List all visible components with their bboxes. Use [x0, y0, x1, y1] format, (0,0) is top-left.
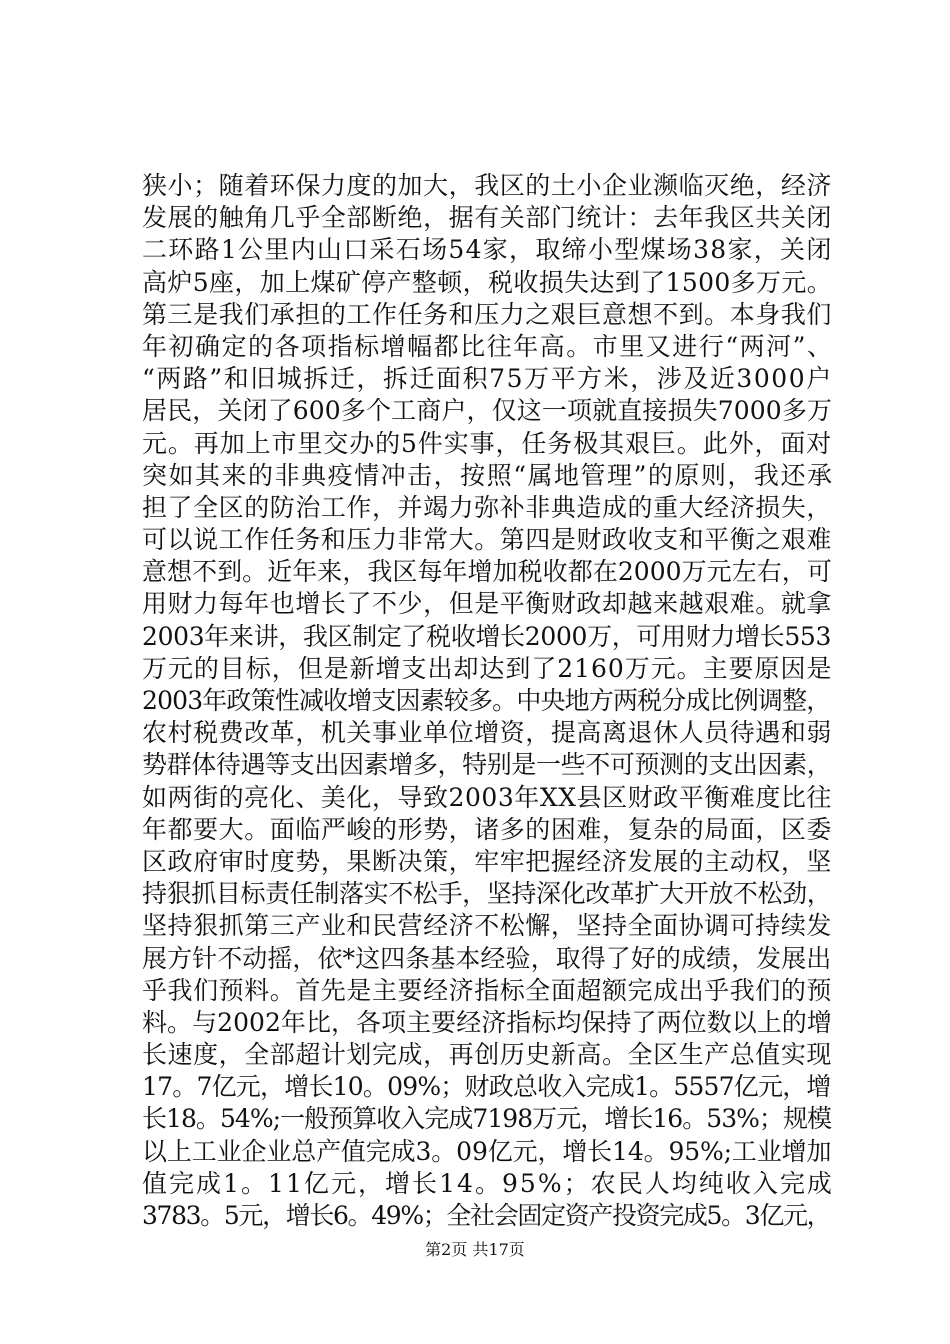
text-line: 居民，关闭了600多个工商户，仅这一项就直接损失7000多万 — [142, 396, 833, 426]
text-line: 3783。5元，增长6。49%；全社会固定资产投资完成5。3亿元， — [142, 1201, 831, 1230]
text-line: 发展的触角几乎全部断绝，据有关部门统计：去年我区共关闭 — [142, 203, 832, 233]
text-line: 元。再加上市里交办的5件实事，任务极其艰巨。此外，面对 — [142, 428, 833, 458]
text-line: 意想不到。近年来，我区每年增加税收都在2000万元左右，可 — [142, 557, 832, 587]
text-line: 17。7亿元，增长10。09%；财政总收入完成1。5557亿元，增 — [142, 1072, 831, 1102]
page-footer: 第2页 共17页 — [425, 1240, 525, 1259]
text-line: 突如其来的非典疫情冲击，按照“属地管理”的原则，我还承 — [142, 460, 834, 490]
text-line: 狭小；随着环保力度的加大，我区的土小企业濒临灭绝，经济 — [142, 171, 832, 200]
text-line: 长速度，全部超计划完成，再创历史新高。全区生产总值实现 — [142, 1040, 832, 1070]
text-line: 料。与2002年比，各项主要经济指标均保持了两位数以上的增 — [142, 1007, 832, 1037]
text-line: 农村税费改革，机关事业单位增资，提高离退休人员待遇和弱 — [142, 718, 832, 748]
text-line: 可以说工作任务和压力非常大。第四是财政收支和平衡之艰难 — [142, 525, 832, 555]
text-line: 高炉5座，加上煤矿停产整顿，税收损失达到了1500多万元。 — [142, 267, 833, 297]
text-line: 万元的目标，但是新增支出却达到了2160万元。主要原因是 — [142, 653, 833, 683]
text-line: 长18。54%;一般预算收入完成7198万元，增长16。53%；规模 — [142, 1104, 832, 1134]
text-line: 乎我们预料。首先是主要经济指标全面超额完成出乎我们的预 — [142, 975, 832, 1005]
text-line: 2003年来讲，我区制定了税收增长2000万，可用财力增长553 — [142, 621, 832, 651]
text-line: 坚持狠抓第三产业和民营经济不松懈，坚持全面协调可持续发 — [142, 911, 832, 941]
text-line: 年初确定的各项指标增幅都比往年高。市里又进行“两河”、 — [142, 331, 834, 361]
text-line: 势群体待遇等支出因素增多，特别是一些不可预测的支出因素， — [142, 750, 832, 780]
text-line: “两路”和旧城拆迁，拆迁面积75万平方米，涉及近3000户 — [142, 364, 833, 394]
text-line: 以上工业企业总产值完成3。09亿元，增长14。95%;工业增加 — [142, 1136, 832, 1166]
text-line: 2003年政策性减收增支因素较多。中央地方两税分成比例调整， — [142, 686, 831, 715]
text-line: 区政府审时度势，果断决策，牢牢把握经济发展的主动权，坚 — [142, 846, 832, 876]
text-line: 用财力每年也增长了不少，但是平衡财政却越来越艰难。就拿 — [142, 589, 832, 619]
text-line: 值完成1。11亿元，增长14。95%；农民人均纯收入完成 — [142, 1168, 834, 1198]
body-text — [142, 170, 832, 1232]
text-line: 第三是我们承担的工作任务和压力之艰巨意想不到。本身我们 — [142, 299, 832, 329]
text-line: 担了全区的防治工作，并竭力弥补非典造成的重大经济损失， — [142, 492, 832, 522]
text-line: 展方针不动摇，依*这四条基本经验，取得了好的成绩，发展出 — [142, 943, 832, 973]
text-line: 二环路1公里内山口采石场54家，取缔小型煤场38家，关闭 — [142, 235, 833, 265]
text-line: 持狠抓目标责任制落实不松手，坚持深化改革扩大开放不松劲， — [142, 879, 832, 909]
text-line: 如两街的亮化、美化，导致2003年XX县区财政平衡难度比往 — [142, 782, 832, 812]
text-line: 年都要大。面临严峻的形势，诸多的困难，复杂的局面，区委 — [142, 814, 832, 844]
